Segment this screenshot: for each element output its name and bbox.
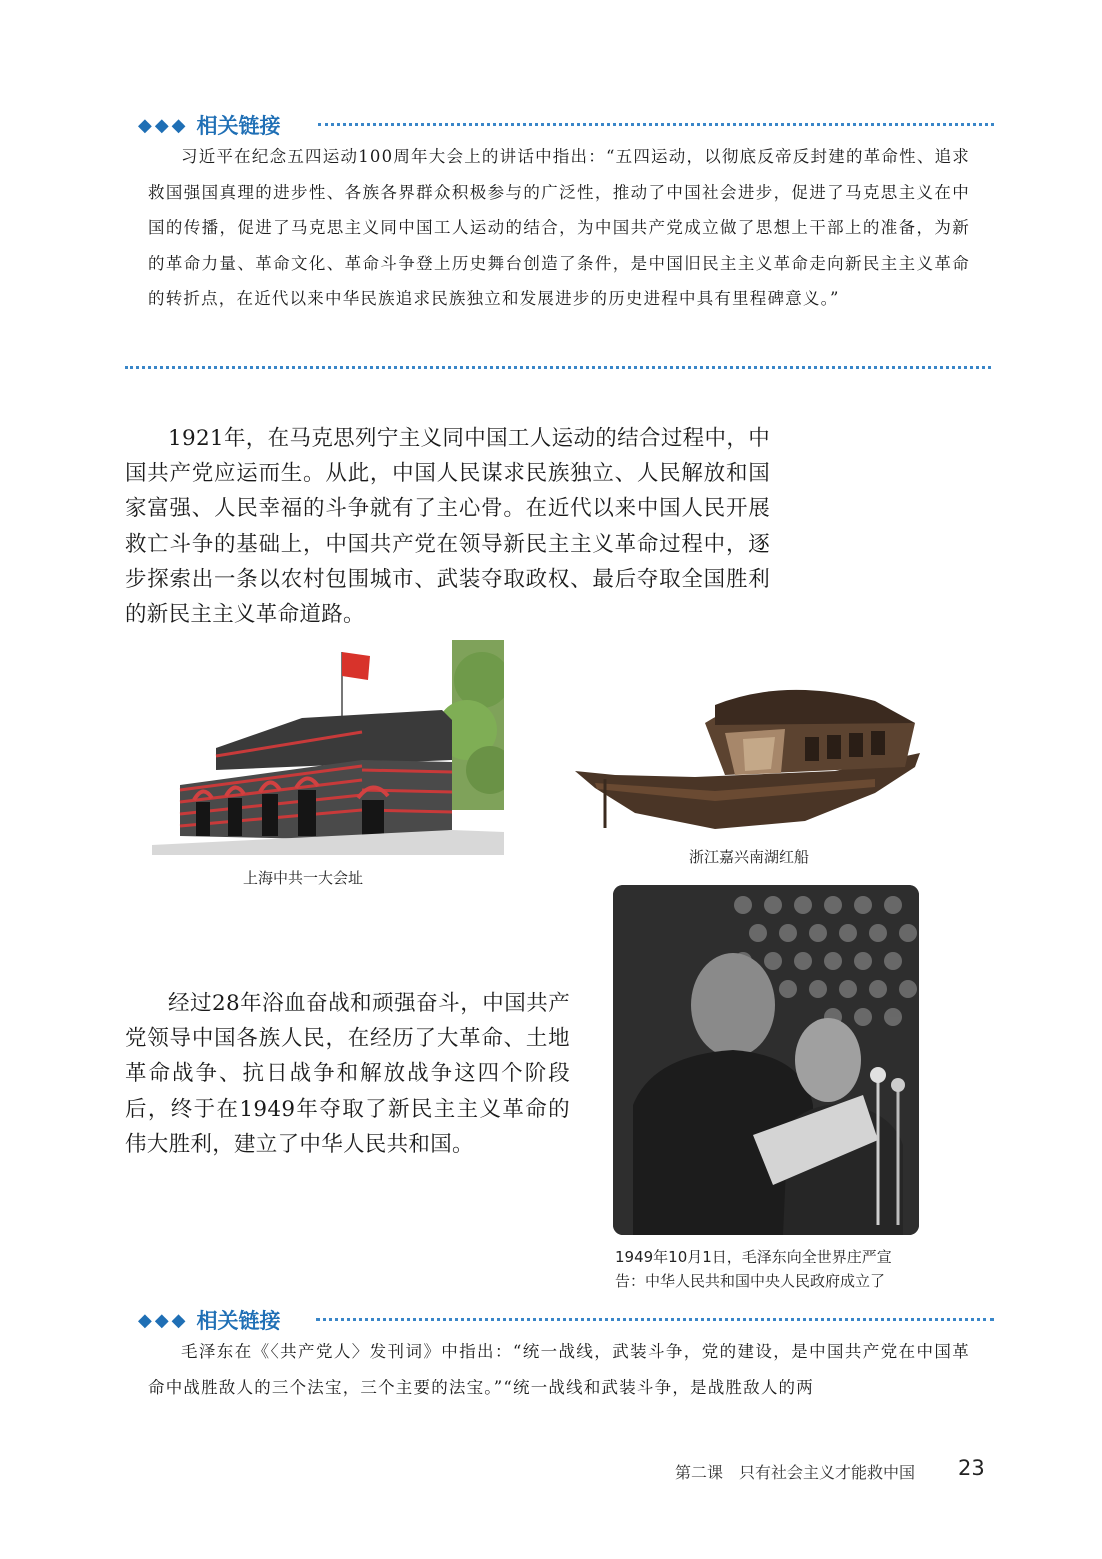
building-caption: 上海中共一大会址 bbox=[243, 869, 364, 887]
ceremony-caption bbox=[615, 1245, 892, 1293]
ceremony-caption-line2: 告：中华人民共和国中央人民政府成立了 bbox=[615, 1272, 886, 1290]
related-link-text-2: 毛泽东在《〈共产党人〉发刊词》中指出：“统一战线，武装斗争，党的建设，是中国共产党在中国革命中战胜敌人的三个法宝，三个主要的法宝。”“统一战线和武装斗争，是战胜敌人的两 bbox=[148, 1342, 970, 1397]
related-link-header-2 bbox=[138, 1305, 281, 1335]
dotted-divider bbox=[316, 1318, 994, 1321]
related-link-title: 相关链接 bbox=[196, 114, 281, 138]
ceremony-caption-line1: 1949年10月1日，毛泽东向全世界庄严宣 bbox=[615, 1248, 892, 1266]
first-congress-site-image bbox=[152, 640, 504, 855]
related-link-header-1 bbox=[138, 110, 281, 140]
diamond-bullets-icon: ◆◆◆ bbox=[138, 114, 189, 136]
dotted-divider bbox=[125, 366, 991, 369]
body-paragraph-2: 经过28年浴血奋战和顽强奋斗，中国共产党领导中国各族人民，在经历了大革命、土地革命战争、抗日战争和解放战争这四个阶段后，终于在1949年夺取了新民主主义革命的伟大胜利，建立了中华人民共和国。 bbox=[125, 991, 570, 1157]
page-number: 23 bbox=[958, 1456, 985, 1480]
body-paragraph-1: 1921年，在马克思列宁主义同中国工人运动的结合过程中，中国共产党应运而生。从此，中国人民谋求民族独立、人民解放和国家富强、人民幸福的斗争就有了主心骨。在近代以来中国人民开展救亡斗争的基础上，中国共产党在领导新民主主义革命过程中，逐步探索出一条以农村包围城市、武装夺取政权、最后夺取全国胜利的新民主主义革命道路。 bbox=[125, 426, 770, 628]
diamond-bullets-icon: ◆◆◆ bbox=[138, 1309, 189, 1331]
red-boat-image bbox=[575, 683, 935, 833]
boat-caption: 浙江嘉兴南湖红船 bbox=[689, 848, 810, 866]
dotted-divider bbox=[318, 123, 994, 126]
related-link-title: 相关链接 bbox=[196, 1309, 281, 1333]
chapter-title: 第二课 只有社会主义才能救中国 bbox=[675, 1463, 916, 1482]
related-link-text-1: 习近平在纪念五四运动100周年大会上的讲话中指出：“五四运动，以彻底反帝反封建的革命性、追求救国强国真理的进步性、各族各界群众积极参与的广泛性，推动了中国社会进步，促进了马克思主义在中国的传播，促进了马克思主义同中国工人运动的结合，为中国共产党成立做了思想上干部上的准备，为新的革命力量、革命文化、革命斗争登上历史舞台创造了条件，是中国旧民主主义革命走向新民主主义革命的转折点，在近代以来中华民族追求民族独立和发展进步的历史进程中具有里程碑意义。” bbox=[148, 147, 970, 308]
founding-ceremony-photo bbox=[613, 885, 919, 1235]
